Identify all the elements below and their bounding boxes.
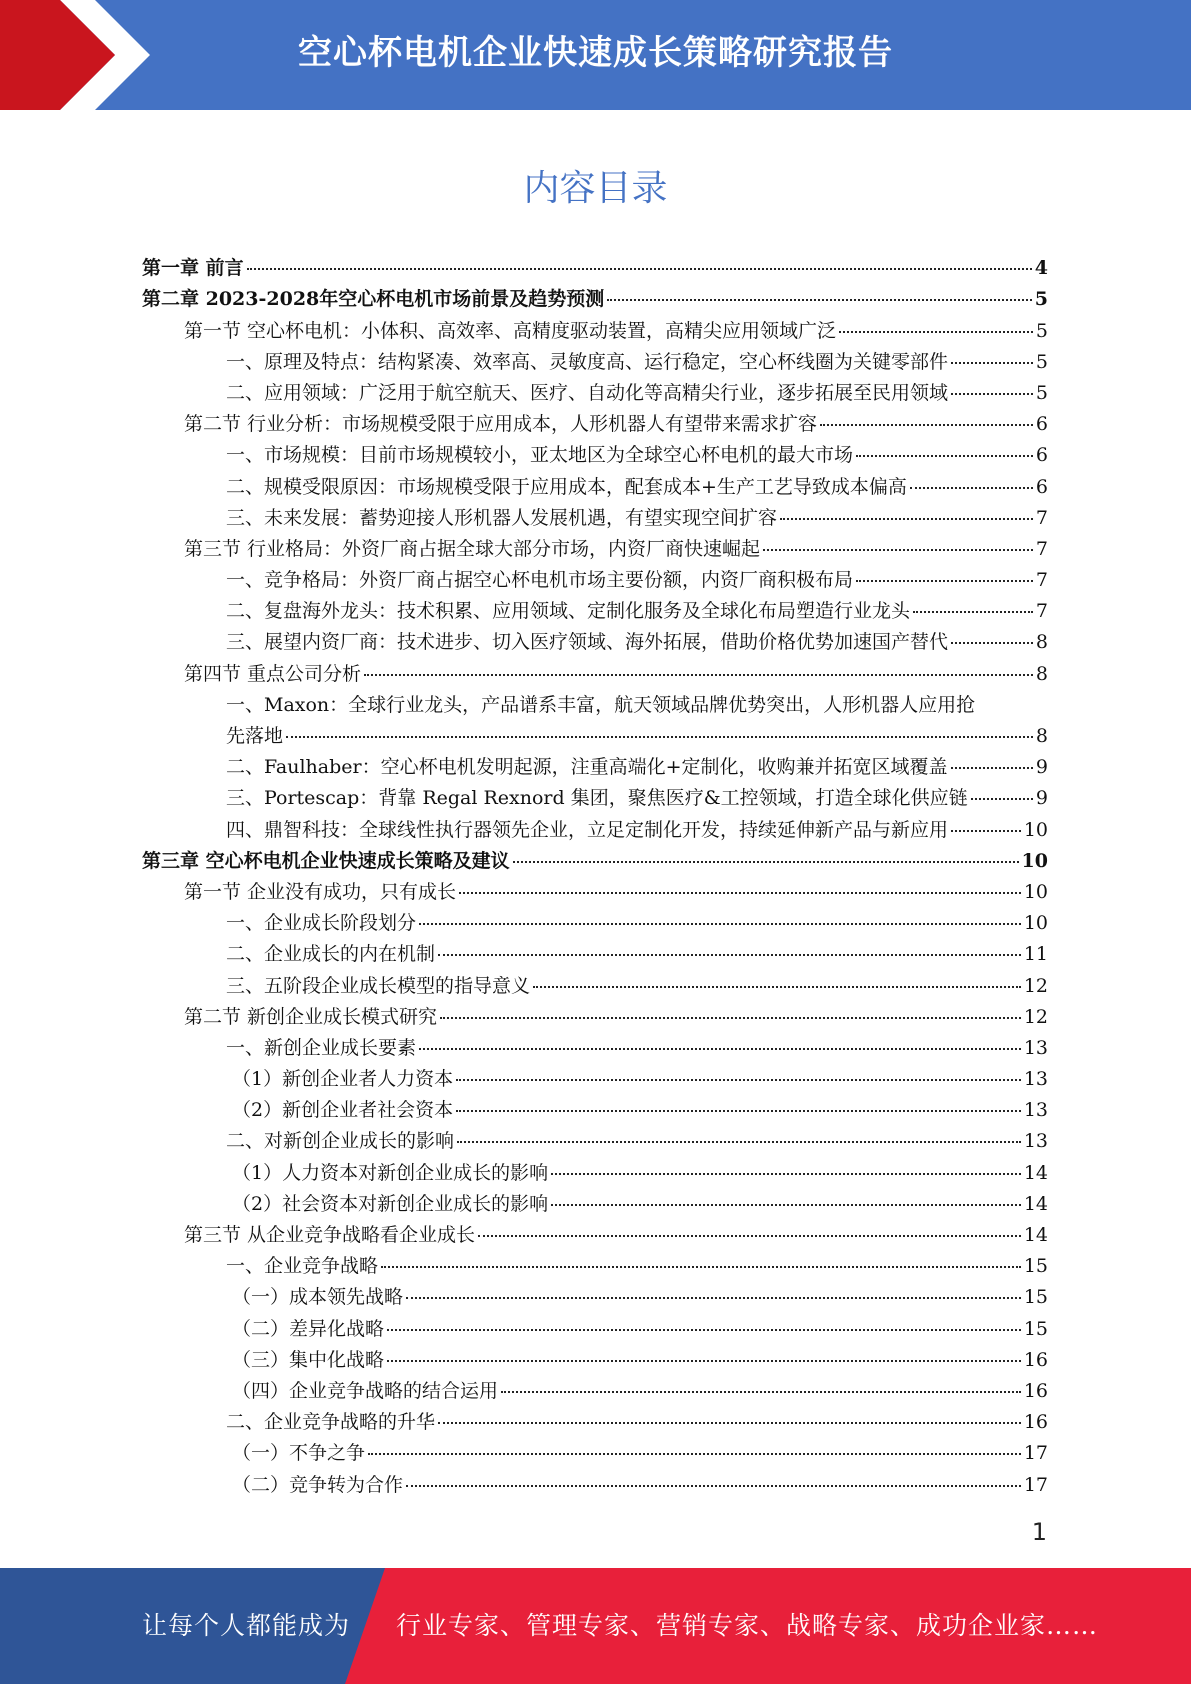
toc-page-number: 13 (1023, 1068, 1048, 1091)
toc-entry[interactable] (142, 409, 1048, 440)
toc-page-number: 15 (1023, 1317, 1048, 1340)
toc-entry[interactable] (142, 503, 1048, 534)
page-number: 1 (1031, 1518, 1047, 1546)
toc-page-number: 7 (1035, 506, 1048, 529)
toc-entry-title: 一、市场规模：目前市场规模较小，亚太地区为全球空心杯电机的最大市场 (226, 444, 854, 467)
toc-entry[interactable] (142, 814, 1048, 845)
toc-dot-leader (478, 1235, 1021, 1237)
toc-page-number: 10 (1023, 880, 1048, 903)
toc-entry-title: 第二节 行业分析：市场规模受限于应用成本，人形机器人有望带来需求扩容 (184, 413, 818, 436)
toc-entry[interactable] (142, 1126, 1048, 1157)
toc-entry[interactable] (142, 347, 1048, 378)
toc-dot-leader (910, 487, 1033, 489)
toc-dot-leader (551, 1204, 1021, 1206)
toc-entry-title: （二）竞争转为合作 (232, 1473, 404, 1496)
toc-page-number: 16 (1023, 1348, 1048, 1371)
toc-entry[interactable] (142, 284, 1048, 315)
toc-entry[interactable] (142, 939, 1048, 970)
toc-dot-leader (951, 767, 1033, 769)
toc-entry-title-continued: 先落地 (226, 725, 284, 748)
toc-page-number: 4 (1034, 257, 1048, 280)
toc-page-number: 6 (1035, 413, 1048, 436)
toc-dot-leader (457, 1141, 1021, 1143)
toc-dot-leader (419, 1048, 1021, 1050)
toc-page-number: 5 (1035, 381, 1048, 404)
toc-page-number: 7 (1035, 537, 1048, 560)
toc-entry-title: 二、应用领域：广泛用于航空航天、医疗、自动化等高精尖行业，逐步拓展至民用领域 (226, 381, 949, 404)
toc-entry-title: 第一节 空心杯电机：小体积、高效率、高精度驱动装置，高精尖应用领域广泛 (184, 319, 837, 342)
toc-page-number: 8 (1035, 725, 1048, 748)
toc-entry[interactable] (142, 471, 1048, 502)
toc-entry[interactable] (142, 690, 1048, 752)
toc-dot-leader (913, 611, 1033, 613)
toc-dot-leader (513, 861, 1019, 863)
toc-entry-title: 一、新创企业成长要素 (226, 1036, 417, 1059)
toc-entry-title: 第三章 空心杯电机企业快速成长策略及建议 (142, 849, 510, 872)
toc-entry-title: 第三节 从企业竞争战略看企业成长 (184, 1224, 476, 1247)
toc-dot-leader (406, 1297, 1021, 1299)
toc-entry[interactable] (142, 1002, 1048, 1033)
toc-entry[interactable] (142, 1064, 1048, 1095)
toc-entry-title: 一、原理及特点：结构紧凑、效率高、灵敏度高、运行稳定，空心杯线圈为关键零部件 (226, 350, 949, 373)
toc-entry[interactable] (142, 752, 1048, 783)
footer-slogan-right: 行业专家、管理专家、营销专家、战略专家、成功企业家…… (396, 1611, 1099, 1640)
toc-dot-leader (856, 580, 1033, 582)
toc-page-number: 9 (1035, 787, 1048, 810)
toc-dot-leader (381, 1266, 1021, 1268)
toc-entry[interactable] (142, 1282, 1048, 1313)
table-of-contents (142, 253, 1048, 1501)
toc-page-number: 6 (1035, 444, 1048, 467)
toc-dot-leader (780, 518, 1033, 520)
toc-entry-title: 第二章 2023-2028年空心杯电机市场前景及趋势预测 (142, 288, 605, 311)
toc-entry[interactable] (142, 1157, 1048, 1188)
toc-entry[interactable] (142, 908, 1048, 939)
toc-entry-title: 第三节 行业格局：外资厂商占据全球大部分市场，内资厂商快速崛起 (184, 537, 761, 560)
toc-entry[interactable] (142, 596, 1048, 627)
toc-entry-title: （一）成本领先战略 (232, 1286, 404, 1309)
report-title: 空心杯电机企业快速成长策略研究报告 (298, 33, 893, 73)
toc-page-number: 12 (1023, 974, 1048, 997)
toc-page-number: 13 (1023, 1099, 1048, 1122)
toc-page-number: 17 (1023, 1473, 1048, 1496)
toc-entry-title: 一、企业成长阶段划分 (226, 912, 417, 935)
toc-entry-title: 四、鼎智科技：全球线性执行器领先企业，立足定制化开发，持续延伸新产品与新应用 (226, 818, 949, 841)
toc-dot-leader (387, 1329, 1021, 1331)
toc-entry[interactable] (142, 1313, 1048, 1344)
toc-entry-title: （2）社会资本对新创企业成长的影响 (232, 1192, 549, 1215)
toc-entry[interactable] (142, 1189, 1048, 1220)
toc-entry[interactable] (142, 253, 1048, 284)
toc-page-number: 15 (1023, 1255, 1048, 1278)
toc-entry-title: 第二节 新创企业成长模式研究 (184, 1005, 438, 1028)
toc-entry[interactable] (142, 658, 1048, 689)
toc-entry[interactable] (142, 1095, 1048, 1126)
toc-dot-leader (551, 1173, 1021, 1175)
toc-entry[interactable] (142, 440, 1048, 471)
toc-entry[interactable] (142, 627, 1048, 658)
toc-entry-title: 二、复盘海外龙头：技术积累、应用领域、定制化服务及全球化布局塑造行业龙头 (226, 600, 911, 623)
toc-dot-leader (533, 986, 1021, 988)
toc-dot-leader (456, 1079, 1021, 1081)
toc-page-number: 6 (1035, 475, 1048, 498)
toc-entry[interactable] (142, 1345, 1048, 1376)
toc-page-number: 13 (1023, 1036, 1048, 1059)
toc-page-number: 8 (1035, 631, 1048, 654)
toc-page-number: 14 (1023, 1192, 1048, 1215)
toc-dot-leader (951, 362, 1033, 364)
toc-entry-title: 一、Maxon：全球行业龙头，产品谱系丰富，航天领域品牌优势突出，人形机器人应用抢 (226, 693, 976, 716)
toc-entry-title: （1）人力资本对新创企业成长的影响 (232, 1161, 549, 1184)
toc-entry-title: （1）新创企业者人力资本 (232, 1068, 454, 1091)
toc-page-number: 10 (1023, 912, 1048, 935)
toc-entry-title: 三、Portescap：背靠 Regal Rexnord 集团，聚焦医疗&工控领域，打造全球化供应链 (226, 787, 968, 810)
toc-entry-title: （2）新创企业者社会资本 (232, 1099, 454, 1122)
toc-entry-title: （二）差异化战略 (232, 1317, 385, 1340)
toc-entry[interactable] (142, 1469, 1048, 1500)
toc-page-number: 5 (1034, 288, 1048, 311)
toc-entry[interactable] (142, 1438, 1048, 1469)
toc-entry[interactable] (142, 846, 1048, 877)
toc-entry-title: 二、企业竞争战略的升华 (226, 1411, 436, 1434)
toc-entry-title: 三、未来发展：蓄势迎接人形机器人发展机遇，有望实现空间扩容 (226, 506, 778, 529)
toc-entry[interactable] (142, 1220, 1048, 1251)
toc-entry-title: 二、企业成长的内在机制 (226, 943, 436, 966)
toc-entry-title: 一、竞争格局：外资厂商占据空心杯电机市场主要份额，内资厂商积极布局 (226, 569, 854, 592)
toc-dot-leader (364, 674, 1033, 676)
footer-band (0, 1568, 1191, 1684)
toc-entry-title: 第四节 重点公司分析 (184, 662, 362, 685)
toc-page-number: 12 (1023, 1005, 1048, 1028)
toc-page-number: 13 (1023, 1130, 1048, 1153)
toc-page-number: 17 (1023, 1442, 1048, 1465)
toc-dot-leader (820, 424, 1033, 426)
toc-entry-title: （四）企业竞争战略的结合运用 (232, 1379, 499, 1402)
toc-entry-title: （三）集中化战略 (232, 1348, 385, 1371)
toc-dot-leader (951, 393, 1033, 395)
toc-page-number: 16 (1023, 1379, 1048, 1402)
toc-dot-leader (247, 268, 1032, 270)
toc-heading: 内容目录 (523, 168, 668, 209)
toc-entry-title: 三、展望内资厂商：技术进步、切入医疗领域、海外拓展，借助价格优势加速国产替代 (226, 631, 949, 654)
toc-dot-leader (438, 1422, 1021, 1424)
toc-page-number: 5 (1035, 350, 1048, 373)
toc-dot-leader (387, 1360, 1021, 1362)
toc-dot-leader (763, 549, 1033, 551)
toc-dot-leader (607, 299, 1032, 301)
toc-entry[interactable] (142, 378, 1048, 409)
toc-dot-leader (368, 1453, 1021, 1455)
toc-dot-leader (951, 830, 1021, 832)
toc-entry[interactable] (142, 1407, 1048, 1438)
toc-entry-title: 一、企业竞争战略 (226, 1255, 379, 1278)
toc-entry[interactable] (142, 970, 1048, 1001)
toc-page-number: 16 (1023, 1411, 1048, 1434)
toc-page-number: 10 (1023, 818, 1048, 841)
toc-entry-title: 二、规模受限原因：市场规模受限于应用成本，配套成本+生产工艺导致成本偏高 (226, 475, 907, 498)
toc-page-number: 5 (1035, 319, 1048, 342)
toc-entry[interactable] (142, 1376, 1048, 1407)
toc-dot-leader (839, 331, 1033, 333)
toc-entry-title: （一）不争之争 (232, 1442, 366, 1465)
toc-page-number: 14 (1023, 1161, 1048, 1184)
toc-entry-title: 第一节 企业没有成功，只有成长 (184, 880, 457, 903)
toc-page-number: 11 (1023, 943, 1048, 966)
toc-dot-leader (971, 798, 1033, 800)
toc-page-number: 8 (1035, 662, 1048, 685)
toc-entry[interactable] (142, 783, 1048, 814)
footer-slogan-left: 让每个人都能成为 (142, 1611, 351, 1640)
toc-dot-leader (438, 954, 1021, 956)
toc-dot-leader (419, 923, 1021, 925)
toc-page-number: 7 (1035, 569, 1048, 592)
toc-entry-title: 三、五阶段企业成长模型的指导意义 (226, 974, 531, 997)
toc-entry-title: 二、Faulhaber：空心杯电机发明起源，注重高端化+定制化，收购兼并拓宽区域覆盖 (226, 756, 948, 779)
toc-page-number: 7 (1035, 600, 1048, 623)
report-header-band (0, 0, 1191, 110)
toc-dot-leader (286, 736, 1033, 738)
toc-page-number: 9 (1035, 756, 1048, 779)
toc-entry[interactable] (142, 1033, 1048, 1064)
toc-dot-leader (406, 1485, 1021, 1487)
toc-dot-leader (501, 1391, 1021, 1393)
toc-dot-leader (856, 455, 1033, 457)
toc-entry[interactable] (142, 534, 1048, 565)
toc-entry-title: 二、对新创企业成长的影响 (226, 1130, 455, 1153)
toc-entry[interactable] (142, 877, 1048, 908)
toc-page-number: 14 (1023, 1224, 1048, 1247)
toc-dot-leader (951, 642, 1033, 644)
toc-dot-leader (456, 1110, 1021, 1112)
toc-page-number: 15 (1023, 1286, 1048, 1309)
toc-entry[interactable] (142, 315, 1048, 346)
toc-entry[interactable] (142, 1251, 1048, 1282)
toc-dot-leader (459, 892, 1021, 894)
toc-dot-leader (440, 1017, 1021, 1019)
toc-entry[interactable] (142, 565, 1048, 596)
toc-entry-title: 第一章 前言 (142, 257, 244, 280)
toc-page-number: 10 (1021, 849, 1048, 872)
